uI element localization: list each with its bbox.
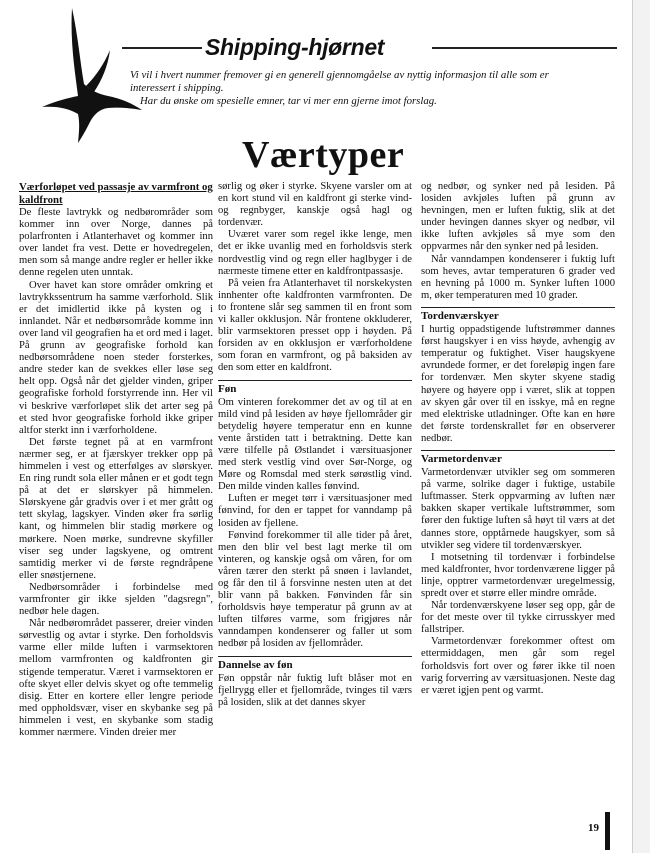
section-heading-varmetordenvaer: Varmetordenvær <box>421 450 615 465</box>
section-heading-dannelse: Dannelse av føn <box>218 656 412 671</box>
paragraph: Luften er meget tørr i værsituasjoner med fønvind, for den er tappet for vanndamp på losiden av fjellene. <box>218 493 412 529</box>
paragraph: På veien fra Atlanterhavet til norskekysten innhenter ofte kaldfronten varmfronten. De to frontene slår seg sammen til en front som vi kaller okklusjon. Når frontene okkluderer, blir varmsektoren presset opp i høyden. På forsiden av en okklusjon er værforholdene som foran en varmfront, og på baksiden av den som etter en kaldfront. <box>218 277 412 374</box>
page-edge-shadow <box>632 0 650 853</box>
paragraph: Om vinteren forekommer det av og til at en mild vind på lesiden av høye fjellområder gir betydelig høyere temperatur enn en kunne vente årstiden tatt i betraktning. Dette kan være tilfelle på Østlandet i værsituasjoner med sterk vestlig vind over Sør-Norge, og Møre og Romsdal med sterk sørøstlig vind. Den milde vinden kalles fønvind. <box>218 396 412 493</box>
paragraph: Over havet kan store områder omkring et lavtrykkssentrum ha samme værforhold. Slik er det imidlertid ikke på kysten og i innlandet. Når et nedbørsområde komme inn over land vil geografien ha et ord med i laget. På grunn av geografiske forhold kan nedbørsområdene noen steder forsterkes, andre steder kan de svekkes eller løse seg helt opp. Også når det gjelder vinden, griper geografiske forhold forstyrrende inn. Her vil vi beskrive værforløpet slik det arter seg på et sted hvor geografiske forhold ikke griper altfor sterkt inn i værforholdene. <box>19 279 213 436</box>
paragraph: Varmetordenvær forekommer oftest om ettermiddagen, men går som regel forholdsvis fort over og fører ikke til noen varig forverring av værsituasjonen. Neste dag er været igjen pent og varmt. <box>421 636 615 696</box>
paragraph: Fønvind forekommer til alle tider på året, men den blir vel best lagt merke til om vinteren, og kanskje også om våren, for om våren tærer den sterkt på snøen i lavlandet, og får den til å forsvinne nesten uten at det blir vann på bakken. Fønvinden får sin forholdsvis høye temperatur på grunn av at luften tilføres varme, som frigjøres når vanndampen kondenserer og faller ut som nedbør på losiden av fjellområder. <box>218 529 412 650</box>
paragraph: Nedbørsområder i forbindelse med varmfronter gir ikke sjelden "dagsregn", nedbør hele dagen. <box>19 581 213 618</box>
paragraph: Uværet varer som regel ikke lenge, men det er ikke uvanlig med en forholdsvis sterk nordvestlig vind og regn eller haglbyger i de nærmeste timene etter en kaldfrontpassasje. <box>218 229 412 277</box>
section-heading-tordenvaerskyer: Tordenværskyer <box>421 307 615 322</box>
article-column-2 <box>218 181 412 709</box>
paragraph: og nedbør, og synker ned på lesiden. På losiden avkjøles luften på grunn av hevningen, men er luften fuktig, slik at det under hevingen dannes skyer og nedbør, vil ikke luften avkjøles så mye som den oppvarmes når den synker ned på lesiden. <box>421 181 615 253</box>
paragraph: De fleste lavtrykk og nedbørområder som kommer inn over Norge, dannes på polarfronten i Atlanterhavet og kommer inn over landet fra vest. Dette er hovedregelen, men som så mange andre regler er heller ikke denne regelen uten unntak. <box>19 207 213 279</box>
intro-paragraph: Vi vil i hvert nummer fremover gi en generell gjennomgåelse av nyttig informasjon til alle som er interessert i shipping. <box>130 69 549 94</box>
article-column-3 <box>421 181 615 697</box>
paragraph: Når vanndampen kondenserer i fuktig luft som heves, avtar temperaturen 6 grader ved en hevning på 1000 m. Synker luften 1000 m, øker temperaturen med 10 grader. <box>421 253 615 301</box>
paragraph: Varmetordenvær utvikler seg om sommeren på varme, solrike dager i fuktige, ustabile luftmasser. Sterk oppvarming av luften nær bakken skaper vertikale luftstrømmer, som fører den fuktige luften så høyt til værs at det dannes store, opptårnede haugskyer, som så utvikler seg videre til tordenværskyer. <box>421 467 615 551</box>
intro-paragraph: Har du ønske om spesielle emner, tar vi mer enn gjerne imot forslag. <box>140 95 437 107</box>
page-number: 19 <box>588 822 599 834</box>
header-rule-right <box>432 47 617 49</box>
paragraph: Det første tegnet på at en varmfront nærmer seg, er at fjærskyer trekker opp på himmelen i vest og etterfølges av slørskyer. En ring rundt sola eller månen er et godt tegn på at det er slørskyer på himmelen. Slørskyene går gradvis over i et mer grått og tett skylag, lagskyer. Vinden øker fra sørlig kant, og himmelen blir stadig mørkere og mørkere. Noen mørke, sundrevne skyfiller viser seg under lagskyene, og omtrent samtidig merker vi de første regndråpene eller snøstjernene. <box>19 436 213 581</box>
paragraph: Når tordenværskyene løser seg opp, går de for det meste over til tykke cirrusskyer med fallstriper. <box>421 600 615 636</box>
header-rule-left <box>122 47 202 49</box>
intro-text <box>130 69 560 108</box>
paragraph: Føn oppstår når fuktig luft blåser mot en fjellrygg eller et fjellområde, tvinges til værs på losiden, slik at det dannes skyer <box>218 672 412 708</box>
article-title: Værtyper <box>242 134 405 176</box>
subheading: Værforløpet ved passasje av varmfront og kaldfront <box>19 181 213 206</box>
page-edge-bar <box>605 812 610 850</box>
paragraph: I hurtig oppadstigende luftstrømmer dannes først haugskyer i en viss høyde, avhengig av temperatur og fuktighet. Viser haugskyene avrundede former, er det foreløpig ingen fare for tordenvær. Men skyter skyene stadig høyere og høyere opp i været, slik at toppen av skyen går over til en isskye, må en regne med elektriske utladninger. Ofte kan en høre det første tordenskrallet før en observerer nedbør. <box>421 324 615 444</box>
paragraph: sørlig og øker i styrke. Skyene varsler om at en kort stund vil en kaldfront gi sterke vind- og regnbyger, kanskje også hagl og tordenvær. <box>218 181 412 229</box>
paragraph: I motsetning til tordenvær i forbindelse med kaldfronter, hvor tordenværene ligger på linje, opptrer varmetordenvær uregelmessig, spredt over et større eller mindre område. <box>421 551 615 599</box>
paragraph: Når nedbørområdet passerer, dreier vinden sørvestlig og avtar i styrke. Den forholdsvis varme eller milde luften i varmsektoren mellom varmfronten og kaldfronten gir stigende temperatur. Været i varmsektoren er ofte skyet eller delvis skyet og ofte temmelig disig. Etter en kortere eller lengre periode med oppholdsvær, viser en skybanke seg på himmelen i vest, en skybanke som stadig kommer nærmere. Vinden dreier mer <box>19 618 213 739</box>
section-heading-fon: Føn <box>218 380 412 395</box>
section-title: Shipping-hjørnet <box>205 34 385 60</box>
article-column-1 <box>19 181 213 739</box>
